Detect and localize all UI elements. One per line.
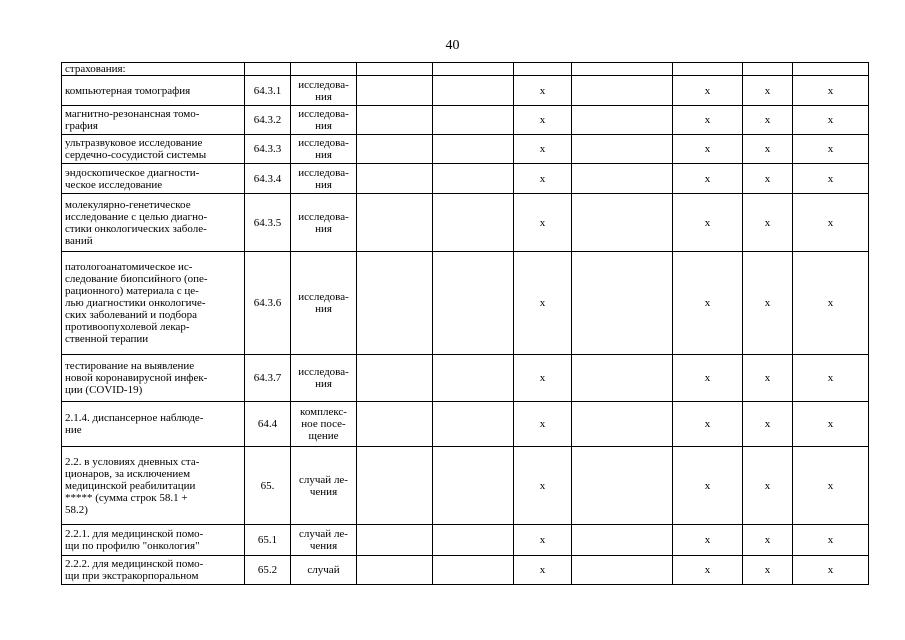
value-cell: х — [514, 164, 572, 194]
value-cell: х — [793, 106, 869, 135]
value-cell: х — [673, 556, 743, 585]
table-body — [62, 63, 869, 585]
table-row — [62, 135, 869, 164]
value-cell: х — [514, 525, 572, 556]
value-cell: х — [514, 135, 572, 164]
value-cell — [357, 135, 433, 164]
value-cell — [433, 76, 514, 106]
value-cell: х — [793, 164, 869, 194]
value-cell: х — [514, 447, 572, 525]
row-name: молекулярно-генетическое исследование с целью диагно- стики онкологических заболе- ваний — [62, 194, 245, 252]
value-cell: х — [673, 194, 743, 252]
value-cell — [433, 164, 514, 194]
value-cell: х — [793, 252, 869, 355]
value-cell — [357, 402, 433, 447]
value-cell: х — [793, 135, 869, 164]
value-cell: х — [793, 402, 869, 447]
value-cell — [572, 164, 673, 194]
value-cell — [673, 63, 743, 76]
value-cell — [572, 106, 673, 135]
value-cell: х — [743, 194, 793, 252]
value-cell — [433, 63, 514, 76]
value-cell — [433, 355, 514, 402]
value-cell — [572, 556, 673, 585]
row-name: патологоанатомическое ис- следование биопсийного (опе- рационного) материала с це- лью диагностики онкологиче- ских заболеваний и подбора противоопухолевой лекар- ственной терапии — [62, 252, 245, 355]
value-cell — [572, 355, 673, 402]
value-cell — [572, 194, 673, 252]
value-cell — [572, 447, 673, 525]
row-unit — [291, 63, 357, 76]
row-name: ультразвуковое исследование сердечно-сосудистой системы — [62, 135, 245, 164]
row-code: 64.3.1 — [245, 76, 291, 106]
row-unit: случай ле- чения — [291, 525, 357, 556]
value-cell: х — [514, 76, 572, 106]
value-cell: х — [743, 355, 793, 402]
row-name: 2.2.1. для медицинской помо- щи по профилю "онкология" — [62, 525, 245, 556]
value-cell — [357, 164, 433, 194]
value-cell: х — [793, 194, 869, 252]
table-row — [62, 76, 869, 106]
value-cell — [357, 447, 433, 525]
value-cell: х — [514, 194, 572, 252]
row-unit: исследова- ния — [291, 194, 357, 252]
table-row — [62, 164, 869, 194]
value-cell — [433, 252, 514, 355]
value-cell — [357, 355, 433, 402]
table-row — [62, 63, 869, 76]
row-name: компьютерная томография — [62, 76, 245, 106]
value-cell: х — [743, 106, 793, 135]
value-cell: х — [793, 355, 869, 402]
row-name: 2.2.2. для медицинской помо- щи при экстракорпоральном — [62, 556, 245, 585]
value-cell: х — [673, 355, 743, 402]
value-cell — [357, 63, 433, 76]
value-cell — [357, 556, 433, 585]
row-unit: случай — [291, 556, 357, 585]
value-cell — [572, 135, 673, 164]
value-cell: х — [743, 252, 793, 355]
value-cell: х — [673, 402, 743, 447]
value-cell: х — [673, 447, 743, 525]
value-cell: х — [793, 525, 869, 556]
value-cell — [514, 63, 572, 76]
value-cell — [357, 252, 433, 355]
table-row — [62, 447, 869, 525]
value-cell: х — [514, 106, 572, 135]
row-code — [245, 63, 291, 76]
value-cell: х — [743, 164, 793, 194]
row-code: 64.4 — [245, 402, 291, 447]
row-unit: исследова- ния — [291, 106, 357, 135]
value-cell: х — [673, 252, 743, 355]
table-row — [62, 194, 869, 252]
value-cell — [572, 252, 673, 355]
value-cell: х — [673, 106, 743, 135]
value-cell: х — [743, 402, 793, 447]
row-name: тестирование на выявление новой коронавирусной инфек- ции (COVID-19) — [62, 355, 245, 402]
table-row — [62, 355, 869, 402]
value-cell — [572, 76, 673, 106]
value-cell: х — [793, 447, 869, 525]
value-cell: х — [514, 355, 572, 402]
row-name: страхования: — [62, 63, 245, 76]
row-unit: комплекс- ное посе- щение — [291, 402, 357, 447]
value-cell — [433, 402, 514, 447]
value-cell: х — [514, 556, 572, 585]
value-cell: х — [743, 135, 793, 164]
value-cell: х — [514, 402, 572, 447]
page-number: 40 — [445, 38, 460, 53]
value-cell: х — [743, 76, 793, 106]
table-row — [62, 556, 869, 585]
value-cell — [357, 194, 433, 252]
row-code: 65. — [245, 447, 291, 525]
value-cell: х — [673, 525, 743, 556]
row-name: 2.2. в условиях дневных ста- ционаров, за исключением медицинской реабилитации ***** (сумма строк 58.1 + 58.2) — [62, 447, 245, 525]
row-code: 64.3.3 — [245, 135, 291, 164]
value-cell — [793, 63, 869, 76]
row-code: 64.3.7 — [245, 355, 291, 402]
value-cell — [572, 63, 673, 76]
value-cell — [433, 525, 514, 556]
value-cell — [572, 402, 673, 447]
value-cell — [357, 106, 433, 135]
value-cell — [433, 135, 514, 164]
table-row — [62, 106, 869, 135]
table-row — [62, 402, 869, 447]
value-cell — [433, 447, 514, 525]
row-code: 65.1 — [245, 525, 291, 556]
row-code: 64.3.4 — [245, 164, 291, 194]
value-cell: х — [793, 76, 869, 106]
row-code: 64.3.5 — [245, 194, 291, 252]
row-code: 65.2 — [245, 556, 291, 585]
row-name: эндоскопическое диагности- ческое исследование — [62, 164, 245, 194]
row-unit: исследова- ния — [291, 135, 357, 164]
table-row — [62, 525, 869, 556]
data-table — [61, 62, 869, 585]
row-unit: исследова- ния — [291, 76, 357, 106]
value-cell — [433, 106, 514, 135]
row-unit: исследова- ния — [291, 252, 357, 355]
value-cell — [433, 194, 514, 252]
value-cell: х — [673, 164, 743, 194]
value-cell — [357, 525, 433, 556]
value-cell — [743, 63, 793, 76]
value-cell: х — [743, 556, 793, 585]
table-row — [62, 252, 869, 355]
row-unit: исследова- ния — [291, 164, 357, 194]
row-unit: случай ле- чения — [291, 447, 357, 525]
row-name: магнитно-резонансная томо- графия — [62, 106, 245, 135]
row-code: 64.3.2 — [245, 106, 291, 135]
row-code: 64.3.6 — [245, 252, 291, 355]
value-cell — [357, 76, 433, 106]
row-name: 2.1.4. диспансерное наблюде- ние — [62, 402, 245, 447]
value-cell: х — [673, 135, 743, 164]
value-cell — [572, 525, 673, 556]
value-cell: х — [743, 525, 793, 556]
value-cell: х — [743, 447, 793, 525]
value-cell: х — [793, 556, 869, 585]
value-cell: х — [514, 252, 572, 355]
value-cell: х — [673, 76, 743, 106]
row-unit: исследова- ния — [291, 355, 357, 402]
value-cell — [433, 556, 514, 585]
